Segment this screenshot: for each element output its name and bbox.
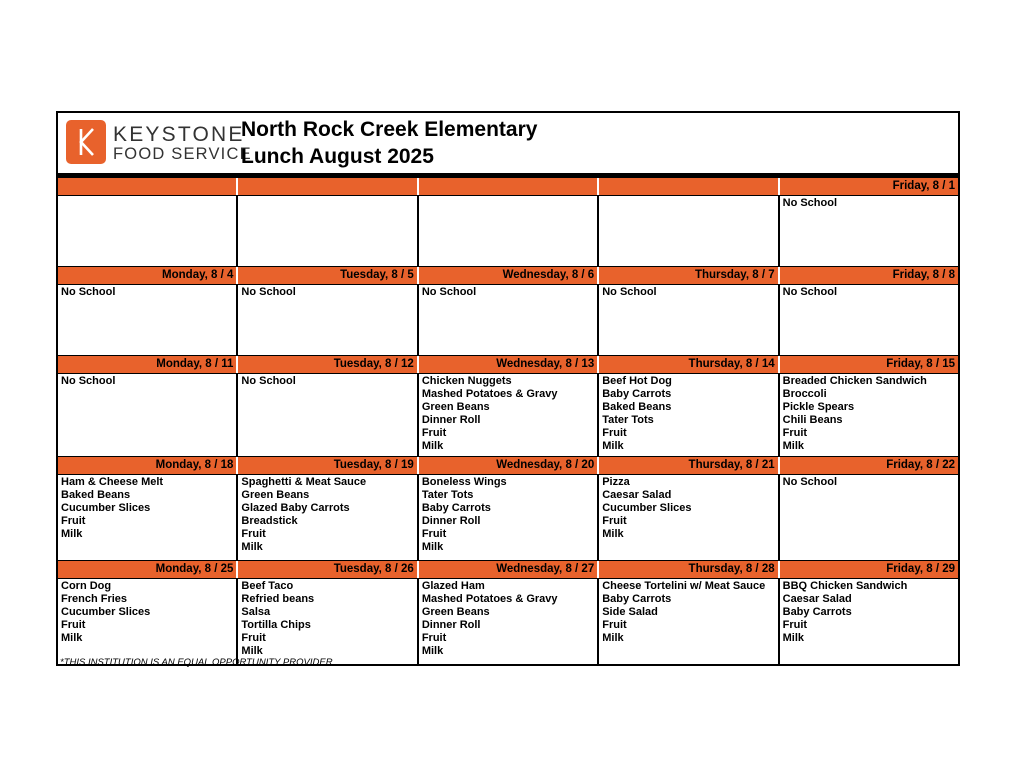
- menu-item: Milk: [602, 440, 624, 452]
- day-cell: [58, 475, 238, 560]
- school-name: North Rock Creek Elementary: [241, 118, 538, 141]
- day-header: Friday, 8 / 15: [886, 358, 956, 370]
- menu-item: Chicken Nuggets: [421, 375, 512, 387]
- day-header: [58, 178, 238, 195]
- day-header: Monday, 8 / 4: [58, 267, 238, 284]
- day-cell: [599, 285, 779, 355]
- menu-item: No School: [782, 197, 838, 209]
- menu-item: Milk: [61, 632, 83, 644]
- day-header: Friday, 8 / 22: [886, 459, 956, 471]
- menu-item: No School: [782, 476, 838, 488]
- menu-item: No School: [241, 286, 296, 298]
- menu-item: Cucumber Slices: [61, 606, 151, 618]
- day-cell: [419, 579, 599, 664]
- day-header: Wednesday, 8 / 27: [419, 561, 599, 578]
- menu-item: Baby Carrots: [602, 388, 672, 400]
- menu-item: BBQ Chicken Sandwich: [782, 580, 908, 592]
- day-header: [238, 178, 418, 195]
- day-header: Thursday, 8 / 14: [599, 356, 779, 373]
- menu-item: Chili Beans: [782, 414, 843, 426]
- menu-item: Cucumber Slices: [602, 502, 692, 514]
- menu-item: Boneless Wings: [421, 476, 507, 488]
- menu-item: Green Beans: [421, 401, 490, 413]
- menu-item: No School: [241, 375, 296, 387]
- menu-item: Caesar Salad: [602, 489, 672, 501]
- menu-item: Fruit: [61, 515, 86, 527]
- menu-item: No School: [61, 286, 116, 298]
- menu-item: Mashed Potatoes & Gravy: [421, 593, 558, 605]
- title-block: [241, 116, 537, 170]
- menu-item: Broccoli: [782, 388, 827, 400]
- menu-item: Fruit: [421, 632, 447, 644]
- day-header: Friday, 8 / 1: [892, 180, 956, 192]
- day-header: [599, 178, 779, 195]
- week-header-row: [58, 267, 958, 285]
- day-cell: [419, 285, 599, 355]
- menu-item: Milk: [241, 541, 263, 553]
- calendar-header: [58, 113, 958, 178]
- menu-item: Fruit: [602, 619, 627, 631]
- menu-item: Dinner Roll: [421, 515, 481, 527]
- menu-item: Milk: [782, 632, 805, 644]
- day-header: [419, 178, 599, 195]
- day-cell: [780, 579, 958, 664]
- menu-item: Pickle Spears: [782, 401, 855, 413]
- day-header: Wednesday, 8 / 20: [419, 457, 599, 474]
- menu-item: Side Salad: [602, 606, 658, 618]
- day-cell: [238, 579, 418, 664]
- menu-item: Fruit: [241, 632, 266, 644]
- menu-item: Tater Tots: [421, 489, 474, 501]
- menu-item: Cheese Tortelini w/ Meat Sauce: [602, 580, 766, 592]
- menu-item: Tater Tots: [602, 414, 654, 426]
- menu-item: French Fries: [61, 593, 128, 605]
- menu-item: Milk: [421, 440, 444, 452]
- day-cell: [58, 285, 238, 355]
- menu-item: Baked Beans: [61, 489, 131, 501]
- day-header: Monday, 8 / 25: [58, 561, 238, 578]
- week-body-row: [58, 196, 958, 267]
- menu-item: Spaghetti & Meat Sauce: [241, 476, 367, 488]
- menu-item: Baby Carrots: [602, 593, 672, 605]
- menu-item: No School: [61, 375, 116, 387]
- menu-item: Caesar Salad: [782, 593, 852, 605]
- menu-item: Mashed Potatoes & Gravy: [421, 388, 558, 400]
- day-header: Monday, 8 / 18: [58, 457, 238, 474]
- menu-item: Green Beans: [241, 489, 310, 501]
- menu-item: No School: [421, 286, 477, 298]
- menu-item: Baby Carrots: [421, 502, 491, 514]
- menu-title: Lunch August 2025: [241, 145, 434, 168]
- menu-item: Milk: [421, 645, 444, 657]
- keystone-k-icon: [66, 120, 106, 164]
- day-cell: [238, 475, 418, 560]
- menu-item: Dinner Roll: [421, 414, 481, 426]
- week-header-row: [58, 561, 958, 579]
- week-header-row: [58, 457, 958, 475]
- menu-item: Ham & Cheese Melt: [61, 476, 164, 488]
- menu-item: Baby Carrots: [782, 606, 852, 618]
- menu-item: Beef Taco: [241, 580, 294, 592]
- menu-item: Fruit: [61, 619, 86, 631]
- menu-item: Fruit: [602, 515, 627, 527]
- day-cell: [419, 374, 599, 456]
- week-body-row: [58, 374, 958, 457]
- day-cell: [599, 374, 779, 456]
- day-header: Thursday, 8 / 28: [599, 561, 779, 578]
- day-cell: [780, 196, 958, 266]
- menu-item: Fruit: [421, 528, 447, 540]
- menu-item: Milk: [602, 632, 624, 644]
- day-cell: [599, 475, 779, 560]
- day-header: Tuesday, 8 / 26: [238, 561, 418, 578]
- logo-wordmark-top: KEYSTONE: [113, 123, 245, 146]
- day-cell: [238, 374, 418, 456]
- week-body-row: [58, 475, 958, 561]
- day-header: Monday, 8 / 11: [58, 356, 238, 373]
- day-cell: [780, 374, 958, 456]
- day-cell: [780, 475, 958, 560]
- menu-item: Fruit: [421, 427, 447, 439]
- week-body-row: [58, 285, 958, 356]
- day-cell: [58, 579, 238, 664]
- menu-item: Milk: [602, 528, 624, 540]
- menu-item: No School: [782, 286, 838, 298]
- menu-item: Fruit: [602, 427, 627, 439]
- menu-item: Milk: [782, 440, 805, 452]
- day-cell: [599, 196, 779, 266]
- menu-item: Breadstick: [241, 515, 298, 527]
- menu-item: No School: [602, 286, 657, 298]
- menu-item: Cucumber Slices: [61, 502, 151, 514]
- week-header-row: [58, 356, 958, 374]
- menu-item: Milk: [241, 645, 263, 657]
- keystone-logo: [66, 120, 252, 164]
- menu-item: Baked Beans: [602, 401, 672, 413]
- menu-item: Salsa: [241, 606, 271, 618]
- day-cell: [780, 285, 958, 355]
- menu-item: Glazed Ham: [421, 580, 485, 592]
- day-header: Friday, 8 / 8: [892, 269, 956, 281]
- day-cell: [419, 475, 599, 560]
- day-header: Thursday, 8 / 7: [599, 267, 779, 284]
- week-body-row: [58, 579, 958, 664]
- menu-calendar: [56, 111, 960, 666]
- logo-wordmark-bottom: FOOD SERVICE: [113, 145, 252, 163]
- menu-item: Breaded Chicken Sandwich: [782, 375, 927, 387]
- day-cell: [58, 196, 238, 266]
- weeks-grid: [58, 178, 958, 664]
- day-cell: [238, 285, 418, 355]
- menu-item: Corn Dog: [61, 580, 112, 592]
- day-cell: [58, 374, 238, 456]
- menu-item: Glazed Baby Carrots: [241, 502, 350, 514]
- menu-item: Green Beans: [421, 606, 490, 618]
- menu-item: Beef Hot Dog: [602, 375, 672, 387]
- menu-item: Fruit: [782, 619, 808, 631]
- menu-item: Refried beans: [241, 593, 315, 605]
- menu-item: Fruit: [782, 427, 808, 439]
- day-header: Tuesday, 8 / 5: [238, 267, 418, 284]
- day-header: Wednesday, 8 / 6: [419, 267, 599, 284]
- day-header: Tuesday, 8 / 19: [238, 457, 418, 474]
- menu-item: Fruit: [241, 528, 266, 540]
- day-cell: [419, 196, 599, 266]
- menu-item: Tortilla Chips: [241, 619, 311, 631]
- day-cell: [599, 579, 779, 664]
- day-header: Tuesday, 8 / 12: [238, 356, 418, 373]
- day-header: Wednesday, 8 / 13: [419, 356, 599, 373]
- menu-item: Milk: [61, 528, 83, 540]
- day-header: Friday, 8 / 29: [886, 563, 956, 575]
- day-cell: [238, 196, 418, 266]
- equal-opportunity-note: *THIS INSTITUTION IS AN EQUAL OPPORTUNITY PROVIDER: [60, 657, 333, 668]
- menu-item: Milk: [421, 541, 444, 553]
- week-header-row: [58, 178, 958, 196]
- day-header: Thursday, 8 / 21: [599, 457, 779, 474]
- menu-item: Dinner Roll: [421, 619, 481, 631]
- menu-item: Pizza: [602, 476, 630, 488]
